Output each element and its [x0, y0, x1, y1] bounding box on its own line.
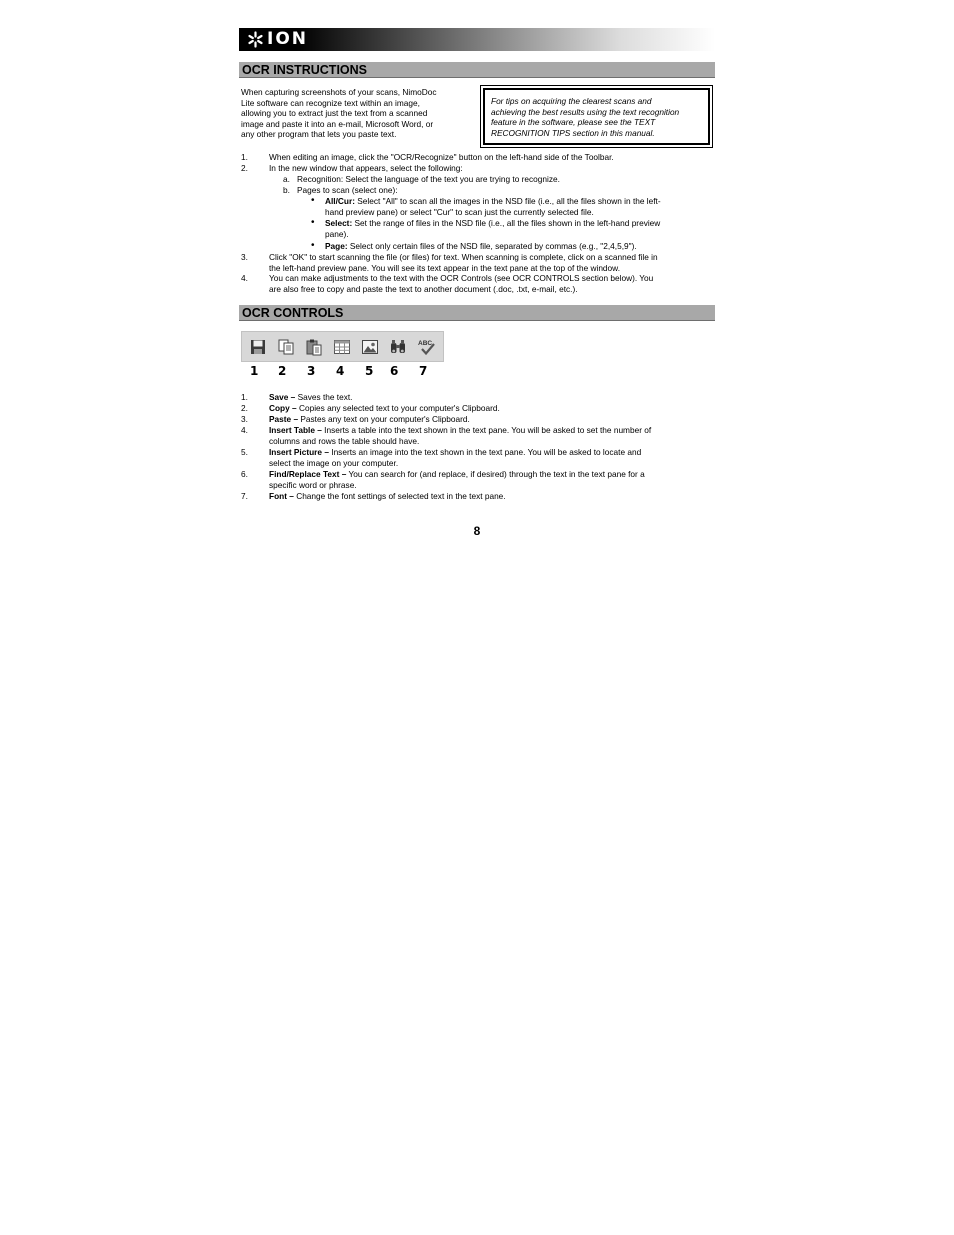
intro-line: Lite software can recognize text within an image, — [241, 97, 420, 108]
control-line: select the image on your computer. — [269, 457, 399, 468]
control-line: Inserts an image into the text shown in the text pane. You will be asked to locate and — [328, 447, 642, 457]
page-number: 8 — [473, 524, 481, 538]
tip-line: For tips on acquiring the clearest scans and — [491, 96, 652, 106]
step-number: 4. — [241, 273, 248, 283]
ion-star-icon — [247, 31, 264, 48]
intro-line: When capturing screenshots of your scans, NimoDoc — [241, 87, 437, 97]
bullet-text — [325, 218, 713, 239]
control-term: Insert Picture – — [269, 447, 329, 457]
control-text — [269, 469, 713, 490]
substep-text: Pages to scan (select one): — [297, 185, 398, 195]
control-line: Pastes any text on your computer's Clipboard. — [298, 414, 470, 424]
control-number: 6. — [241, 469, 248, 479]
bullet-line: Set the range of files in the NSD file (i.e., all the files shown in the left-hand preview — [352, 218, 661, 228]
toolbar-number: 3 — [307, 364, 316, 378]
toolbar-number: 4 — [336, 364, 345, 378]
logo-text: ION — [267, 29, 309, 49]
bullet-term: All/Cur: — [325, 196, 355, 206]
control-number: 3. — [241, 414, 248, 424]
paste-icon[interactable] — [305, 338, 323, 356]
bullet-line: hand preview pane) or select "Cur" to scan just the currently selected file. — [325, 206, 594, 217]
bullet-text — [325, 241, 713, 252]
step-line: In the new window that appears, select the following: — [269, 163, 463, 173]
intro-line: allowing you to extract just the text from a scanned — [241, 108, 428, 119]
control-text — [269, 491, 713, 502]
toolbar-number: 7 — [419, 364, 428, 378]
insert-picture-icon[interactable] — [361, 338, 379, 356]
section-title: OCR INSTRUCTIONS — [242, 63, 367, 77]
step-number: 3. — [241, 252, 248, 262]
find-replace-icon[interactable] — [389, 338, 407, 356]
step-text — [269, 152, 713, 163]
bullet-term: Page: — [325, 241, 348, 251]
substep-letter: b. — [283, 185, 290, 195]
bullet-line: pane). — [325, 228, 349, 239]
tip-box — [480, 85, 713, 148]
copy-icon[interactable] — [277, 338, 295, 356]
control-term: Insert Table – — [269, 425, 322, 435]
control-text — [269, 447, 713, 468]
bullet-dot: • — [311, 195, 315, 206]
substep-text: Recognition: Select the language of the text you are trying to recognize. — [297, 174, 560, 184]
control-term: Copy – — [269, 403, 297, 413]
tip-box-inner — [483, 88, 710, 145]
step-line: the left-hand preview pane. You will see its text appear in the text pane at the top of the window. — [269, 262, 621, 273]
toolbar-number: 1 — [250, 364, 259, 378]
step-text — [269, 273, 713, 294]
control-number: 5. — [241, 447, 248, 457]
control-number: 1. — [241, 392, 248, 402]
control-text — [269, 414, 713, 425]
control-line: Change the font settings of selected text in the text pane. — [293, 491, 506, 501]
font-icon[interactable] — [417, 338, 437, 356]
bullet-text — [325, 196, 713, 217]
intro-paragraph — [241, 87, 466, 140]
bullet-line: Select only certain files of the NSD file, separated by commas (e.g., "2,4,5,9"). — [347, 241, 637, 251]
control-number: 7. — [241, 491, 248, 501]
control-number: 4. — [241, 425, 248, 435]
control-number: 2. — [241, 403, 248, 413]
font-icon-text: ABC — [418, 340, 433, 347]
step-line: You can make adjustments to the text with the OCR Controls (see OCR CONTROLS section below). You — [269, 273, 654, 283]
toolbar-number: 6 — [390, 364, 399, 378]
intro-line: image and paste it into an e-mail, Microsoft Word, or — [241, 118, 434, 129]
tip-line: feature in the software, please see the TEXT — [491, 117, 656, 128]
bullet-line: Select "All" to scan all the images in the NSD file (i.e., all the files shown in the left- — [354, 196, 661, 206]
section-title: OCR CONTROLS — [242, 306, 344, 320]
intro-line: any other program that lets you paste text. — [241, 129, 397, 140]
tip-line: achieving the best results using the text recognition — [491, 106, 680, 117]
control-line: specific word or phrase. — [269, 479, 357, 490]
substep-letter: a. — [283, 174, 290, 184]
control-line: Copies any selected text to your computer's Clipboard. — [296, 403, 500, 413]
save-icon[interactable] — [249, 338, 267, 356]
section-header-ocr-instructions — [239, 62, 715, 78]
step-number: 2. — [241, 163, 248, 173]
ocr-toolbar — [241, 331, 444, 362]
control-line: columns and rows the table should have. — [269, 435, 420, 446]
insert-table-icon[interactable] — [333, 338, 351, 356]
step-line: Click "OK" to start scanning the file (or files) for text. When scanning is complete, click on a scanned file in — [269, 252, 658, 262]
toolbar-number: 2 — [278, 364, 287, 378]
bullet-dot: • — [311, 240, 315, 251]
section-header-ocr-controls — [239, 305, 715, 321]
control-term: Font – — [269, 491, 294, 501]
toolbar-number: 5 — [365, 364, 374, 378]
control-line: Inserts a table into the text shown in the text pane. You will be asked to set the number of — [321, 425, 652, 435]
control-text — [269, 425, 713, 446]
control-line: Saves the text. — [295, 392, 353, 402]
control-term: Paste – — [269, 414, 299, 424]
ion-logo — [247, 31, 308, 48]
header-bar — [239, 28, 715, 51]
control-text — [269, 392, 713, 403]
control-line: You can search for (and replace, if desired) through the text in the text pane for a — [346, 469, 645, 479]
step-line: are also free to copy and paste the text to another document (.doc, .txt, e-mail, etc.). — [269, 283, 578, 294]
bullet-term: Select: — [325, 218, 353, 228]
control-term: Save – — [269, 392, 296, 402]
step-text — [269, 252, 713, 273]
step-line: When editing an image, click the "OCR/Recognize" button on the left-hand side of the Toolbar. — [269, 152, 614, 162]
step-text — [269, 163, 713, 174]
bullet-dot: • — [311, 217, 315, 228]
control-text — [269, 403, 713, 414]
step-number: 1. — [241, 152, 248, 162]
control-term: Find/Replace Text – — [269, 469, 347, 479]
tip-line: RECOGNITION TIPS section in this manual. — [491, 127, 655, 138]
